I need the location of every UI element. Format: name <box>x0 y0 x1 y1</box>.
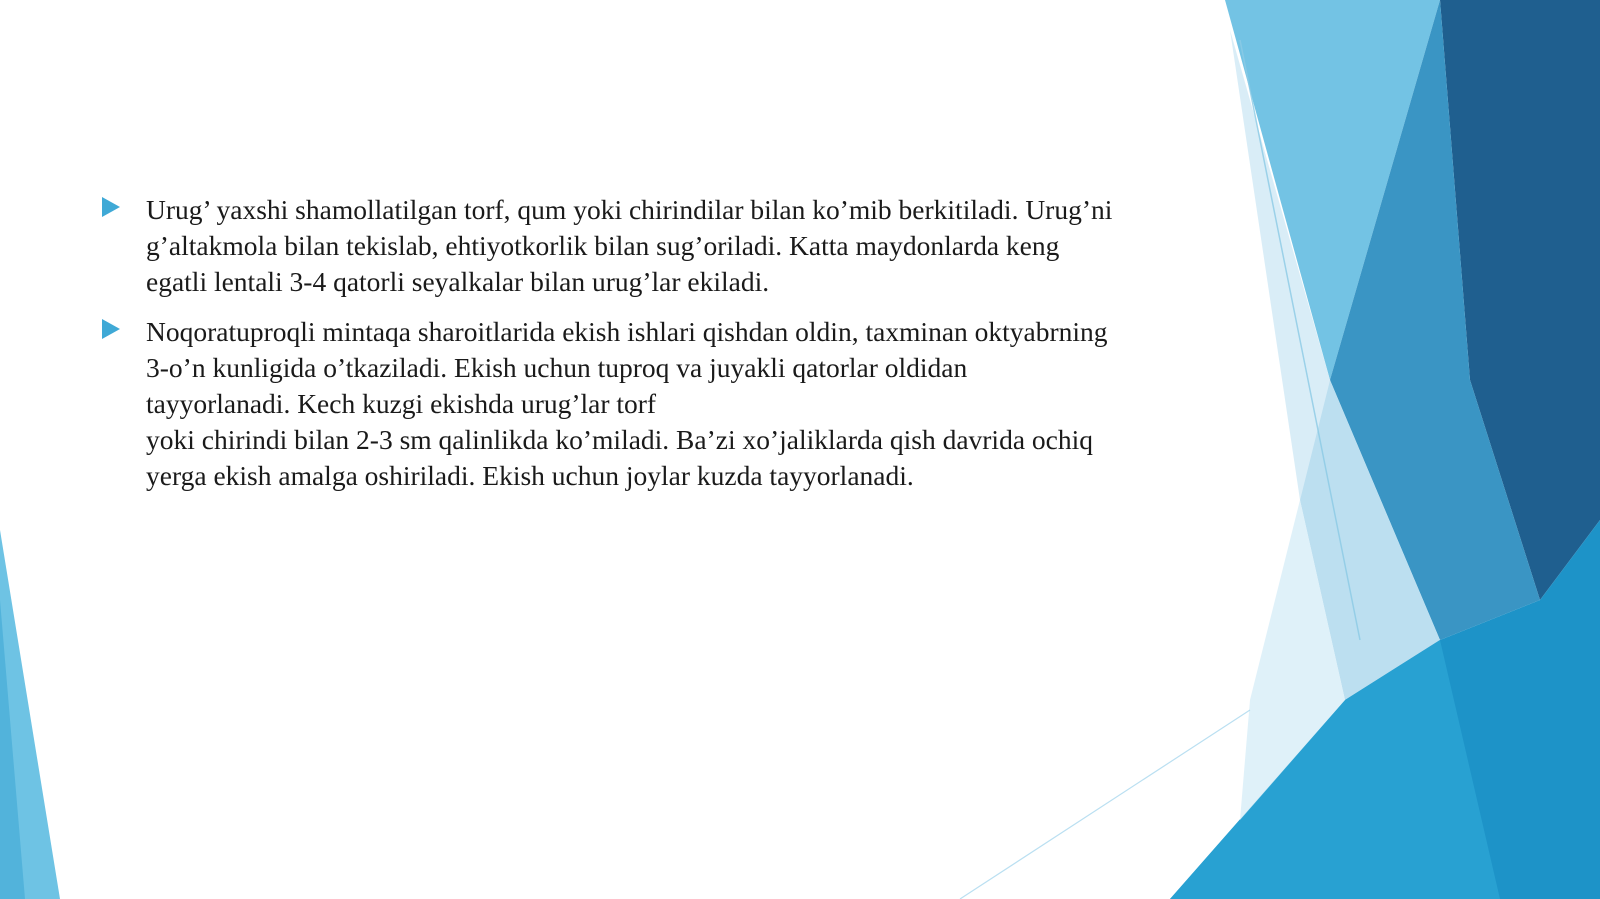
triangle-bullet-icon <box>102 197 120 217</box>
text-line: Urug’ yaxshi shamollatilgan torf, qum yoki chirindilar bilan ko’mib berkitiladi. Urug’ni <box>146 194 1113 225</box>
bullet-text <box>146 192 1210 300</box>
bullet-list <box>100 192 1210 508</box>
text-line: egatli lentali 3-4 qatorli seyalkalar bilan urug’lar ekiladi. <box>146 266 770 297</box>
bullet-item <box>100 314 1210 494</box>
bullet-item <box>100 192 1210 300</box>
triangle-bullet-icon <box>102 319 120 339</box>
text-line: tayyorlanadi. Kech kuzgi ekishda urug’lar torf <box>146 388 657 419</box>
text-line: g’altakmola bilan tekislab, ehtiyotkorlik bilan sug’oriladi. Katta maydonlarda keng <box>146 230 1060 261</box>
text-line: yoki chirindi bilan 2-3 sm qalinlikda ko’miladi. Ba’zi xo’jaliklarda qish davrida ochiq <box>146 424 1094 455</box>
text-line: Noqoratuproqli mintaqa sharoitlarida ekish ishlari qishdan oldin, taxminan oktyabrning <box>146 316 1108 347</box>
text-line: yerga ekish amalga oshiriladi. Ekish uchun joylar kuzda tayyorlanadi. <box>146 460 914 491</box>
bullet-text <box>146 314 1210 494</box>
text-line: 3-o’n kunligida o’tkaziladi. Ekish uchun tuproq va juyakli qatorlar oldidan <box>146 352 968 383</box>
